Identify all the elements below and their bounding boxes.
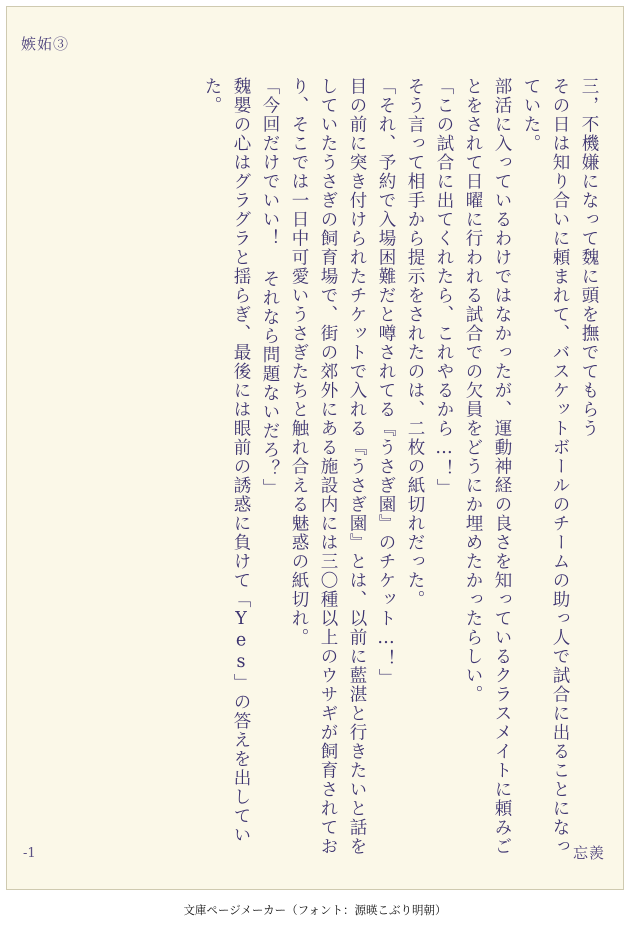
vertical-text-body bbox=[43, 77, 603, 867]
text-column: 「それ、予約で入場困難だと噂されてる『うさぎ園』のチケット…！」 bbox=[376, 77, 396, 688]
text-column: 目の前に突き付けられたチケットで入れる『うさぎ園』とは、以前に藍湛と行きたいと話をしていたうさぎの飼育場で、街の郊外にある施設内には三〇種以上のウサギが飼育されており、そこでは一日中可愛いうさぎたちと触れ合える魅惑の紙切れ。 bbox=[289, 77, 367, 856]
paper-sheet bbox=[6, 6, 624, 890]
page-header-title: 嫉妬③ bbox=[21, 35, 70, 53]
text-column: そう言って相手から提示をされたのは、二枚の紙切れだった。 bbox=[405, 77, 425, 609]
text-column: 三，不機嫌になって魏に頭を撫でてもらう bbox=[579, 77, 599, 438]
text-column: 「今回だけでいい！ それなら問題ないだろ？」 bbox=[260, 77, 280, 498]
author-name: 忘羨 bbox=[572, 844, 605, 862]
text-column: 「この試合に出てくれたら、これやるから…！」 bbox=[434, 77, 454, 498]
page-number: -1 bbox=[23, 846, 36, 861]
text-column: その日は知り合いに頼まれて、バスケットボールのチームの助っ人で試合に出ることになっていた。 bbox=[521, 77, 570, 856]
footer-credit: 文庫ページメーカー（フォント：源暎こぶり明朝） bbox=[183, 903, 447, 917]
text-column: 部活に入っているわけではなかったが、運動神経の良さを知っているクラスメイトに頼みごとをされて日曜に行われる試合での欠員をどうにか埋めたかったらしい。 bbox=[463, 77, 512, 856]
text-column: 魏嬰の心はグラグラと揺らぎ、最後には眼前の誘惑に負けて「Yes」の答えを出していた。 bbox=[202, 77, 251, 845]
